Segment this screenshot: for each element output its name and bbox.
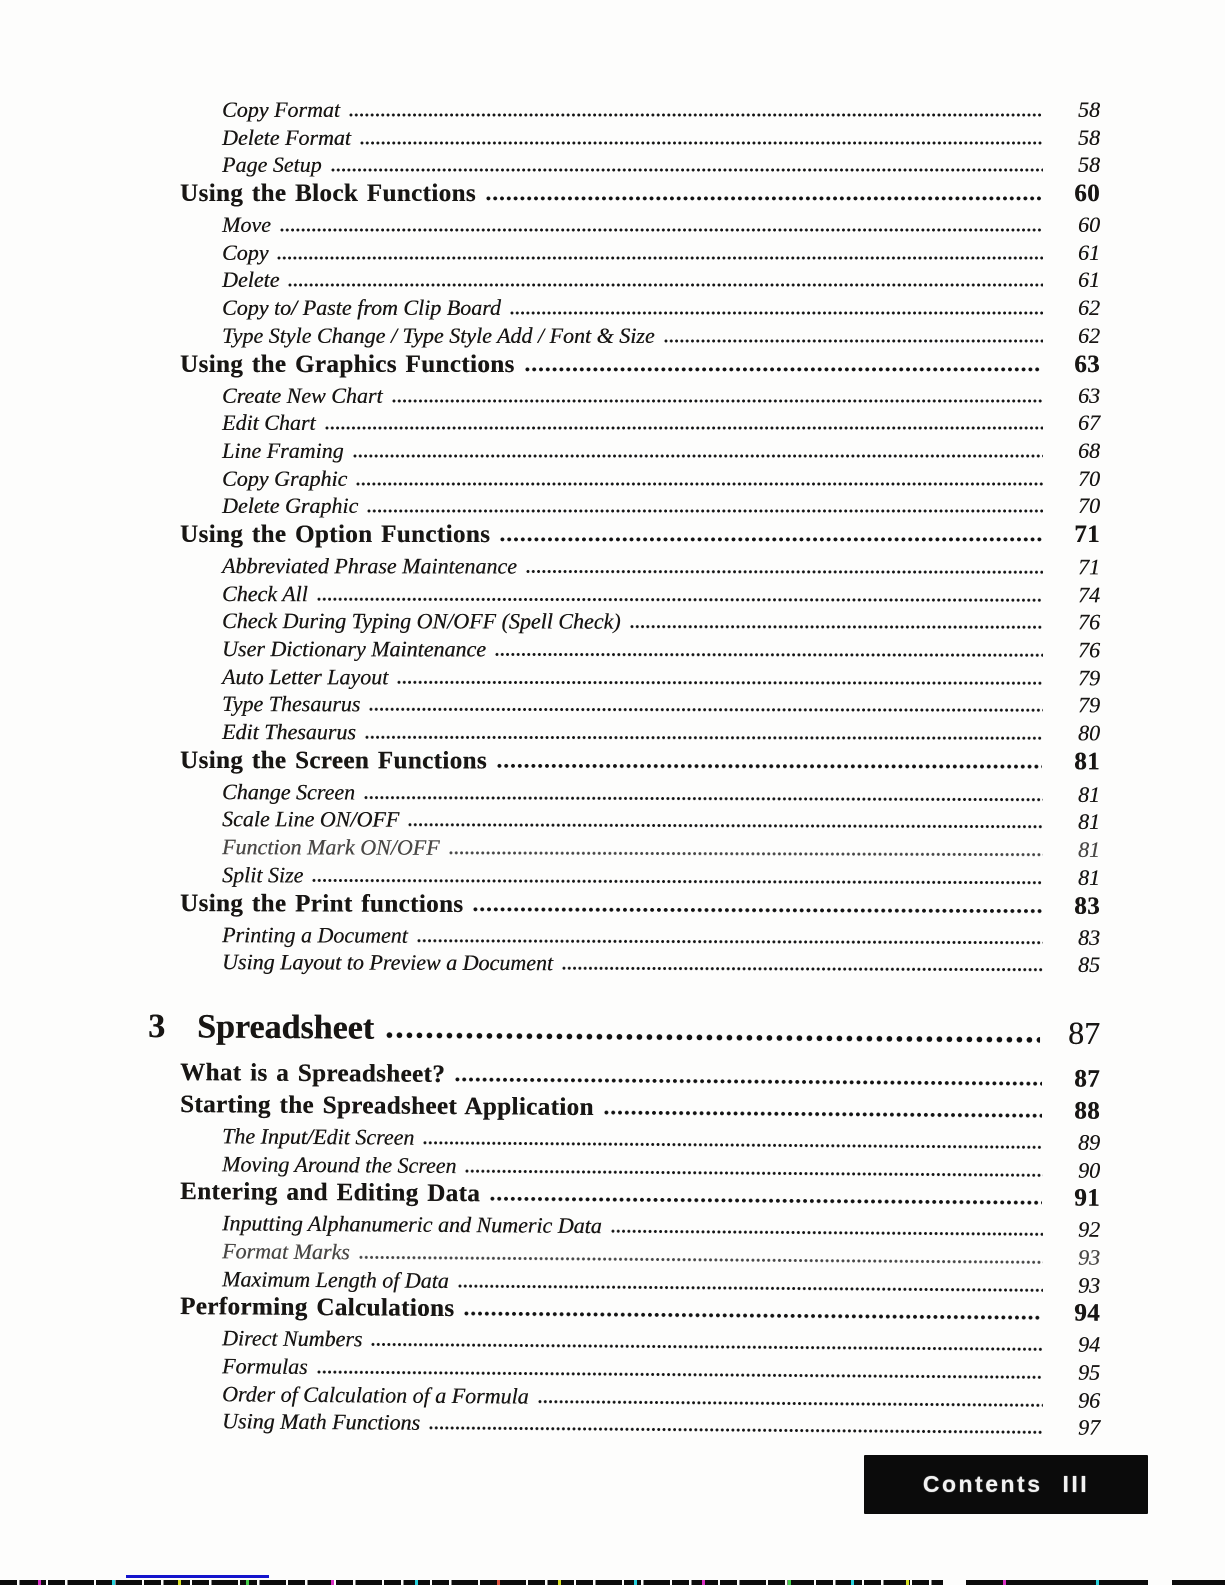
dot-leader bbox=[497, 763, 1042, 769]
toc-entry bbox=[180, 211, 1100, 239]
dot-leader bbox=[562, 966, 1043, 972]
dot-leader bbox=[458, 1284, 1043, 1292]
entry-page-number: 71 bbox=[1077, 554, 1101, 580]
toc-entry bbox=[180, 96, 1100, 124]
dot-leader bbox=[371, 1343, 1043, 1352]
entry-page-number: 87 bbox=[1074, 1065, 1101, 1093]
toc-entry bbox=[180, 607, 1100, 636]
dot-leader bbox=[365, 735, 1043, 740]
entry-label: Printing a Document bbox=[221, 921, 408, 948]
entry-page-number: 61 bbox=[1078, 239, 1100, 265]
dot-leader bbox=[526, 569, 1043, 574]
entry-label: Abbreviated Phrase Maintenance bbox=[221, 552, 517, 579]
toc-entry bbox=[180, 266, 1100, 294]
dot-leader bbox=[630, 625, 1043, 630]
entry-page-number: 79 bbox=[1077, 692, 1101, 718]
entry-label: Performing Calculations bbox=[179, 1293, 455, 1323]
entry-label: Using the Graphics Functions bbox=[180, 350, 515, 378]
entry-page-number: 63 bbox=[1078, 382, 1100, 408]
toc-entry bbox=[180, 889, 1100, 924]
dot-leader bbox=[449, 851, 1043, 857]
dot-leader bbox=[473, 906, 1042, 913]
entry-page-number: 97 bbox=[1077, 1414, 1101, 1441]
dot-leader bbox=[486, 196, 1042, 201]
entry-label: Copy Format bbox=[222, 97, 340, 122]
entry-page-number: 83 bbox=[1077, 924, 1101, 950]
entry-page-number: 67 bbox=[1078, 410, 1100, 436]
color-speckle bbox=[331, 1580, 334, 1585]
toc-entry bbox=[180, 690, 1100, 719]
dot-leader bbox=[604, 1110, 1042, 1118]
dot-leader bbox=[331, 168, 1043, 172]
toc-entry bbox=[180, 382, 1100, 410]
entry-page-number: 81 bbox=[1077, 781, 1101, 807]
color-speckle bbox=[246, 1580, 249, 1585]
entry-page-number: 94 bbox=[1074, 1299, 1101, 1328]
entry-page-number: 61 bbox=[1078, 267, 1100, 293]
dot-leader bbox=[510, 311, 1043, 315]
color-speckle bbox=[906, 1580, 909, 1585]
entry-page-number: 58 bbox=[1078, 97, 1100, 122]
dot-leader bbox=[664, 339, 1043, 343]
entry-label: Using the Screen Functions bbox=[179, 746, 487, 775]
dot-leader bbox=[525, 367, 1042, 372]
entry-page-number: 95 bbox=[1077, 1359, 1101, 1385]
dot-leader bbox=[611, 1229, 1043, 1236]
dot-leader bbox=[386, 1032, 1040, 1044]
entry-page-number: 88 bbox=[1074, 1097, 1101, 1125]
dot-leader bbox=[392, 399, 1043, 403]
entry-label: Function Mark ON/OFF bbox=[221, 834, 440, 860]
dot-leader bbox=[317, 1370, 1043, 1379]
entry-page-number: 89 bbox=[1077, 1129, 1101, 1155]
dot-leader bbox=[465, 1169, 1043, 1177]
entry-label: What is a Spreadsheet? bbox=[179, 1058, 446, 1088]
dot-leader bbox=[408, 823, 1043, 829]
toc-entry bbox=[180, 350, 1100, 382]
toc-entry bbox=[180, 778, 1100, 809]
toc-entry bbox=[180, 718, 1100, 747]
toc-entry bbox=[180, 921, 1100, 952]
entry-label: Moving Around the Screen bbox=[221, 1150, 457, 1178]
entry-page-number: 90 bbox=[1077, 1157, 1101, 1183]
dot-leader bbox=[464, 1311, 1042, 1320]
entry-page-number: 76 bbox=[1077, 637, 1101, 663]
dot-leader bbox=[538, 1399, 1043, 1407]
entry-label: Split Size bbox=[221, 861, 304, 888]
toc-entry bbox=[180, 833, 1100, 864]
dot-leader bbox=[349, 113, 1043, 117]
entry-label: Using the Block Functions bbox=[180, 180, 476, 208]
contents-footer-badge bbox=[864, 1455, 1148, 1514]
entry-page-number: 62 bbox=[1078, 295, 1100, 321]
dot-leader bbox=[500, 537, 1042, 542]
blue-pen-line-artifact bbox=[126, 1575, 269, 1578]
toc-entry bbox=[180, 861, 1100, 892]
dot-leader bbox=[359, 1255, 1043, 1264]
toc-entry bbox=[180, 1407, 1100, 1441]
entry-page-number: 71 bbox=[1074, 520, 1100, 548]
entry-page-number: 87 bbox=[1067, 1014, 1101, 1051]
scan-edge-segment bbox=[966, 1580, 1148, 1585]
entry-page-number: 91 bbox=[1074, 1184, 1101, 1212]
entry-label: Using the Option Functions bbox=[180, 520, 491, 548]
entry-page-number: 68 bbox=[1078, 437, 1100, 463]
entry-page-number: 63 bbox=[1074, 350, 1100, 378]
chapter-number: 3 bbox=[147, 1007, 166, 1045]
toc-entry bbox=[180, 552, 1100, 581]
toc-entry bbox=[180, 580, 1100, 609]
footer-contents-label: Contents bbox=[922, 1471, 1043, 1497]
toc-entry bbox=[180, 294, 1100, 322]
entry-page-number: 93 bbox=[1077, 1272, 1101, 1298]
entry-page-number: 70 bbox=[1078, 493, 1100, 519]
entry-label: Inputting Alphanumeric and Numeric Data bbox=[221, 1210, 602, 1239]
entry-label: Page Setup bbox=[222, 152, 322, 178]
entry-label: Direct Numbers bbox=[221, 1325, 363, 1352]
toc-entry bbox=[180, 437, 1100, 465]
dot-leader bbox=[455, 1077, 1042, 1086]
entry-label: Copy to/ Paste from Clip Board bbox=[222, 295, 501, 321]
dot-leader bbox=[325, 426, 1043, 430]
toc-entry bbox=[180, 151, 1100, 179]
entry-label: Spreadsheet bbox=[196, 1008, 375, 1047]
entry-label: User Dictionary Maintenance bbox=[221, 636, 486, 662]
entry-label: Type Thesaurus bbox=[221, 691, 361, 717]
entry-label: The Input/Edit Screen bbox=[221, 1123, 415, 1150]
entry-page-number: 60 bbox=[1078, 212, 1100, 238]
entry-label: Delete Graphic bbox=[222, 493, 359, 519]
toc-chapter-row bbox=[148, 1000, 1100, 1065]
entry-page-number: 81 bbox=[1074, 747, 1101, 776]
color-speckle bbox=[38, 1580, 41, 1585]
entry-label: Entering and Editing Data bbox=[179, 1178, 481, 1208]
entry-label: Check All bbox=[221, 580, 308, 606]
dot-leader bbox=[288, 283, 1043, 287]
scan-edge-segment bbox=[0, 1580, 943, 1585]
toc-entry bbox=[180, 322, 1100, 350]
entry-page-number: 81 bbox=[1077, 809, 1101, 835]
dot-leader bbox=[312, 878, 1043, 884]
toc-entry bbox=[180, 663, 1100, 692]
dot-leader bbox=[495, 652, 1043, 657]
toc-entry bbox=[180, 124, 1100, 152]
toc-entry bbox=[180, 520, 1100, 552]
color-speckle bbox=[702, 1580, 705, 1585]
color-speckle bbox=[112, 1580, 115, 1585]
entry-page-number: 83 bbox=[1074, 892, 1101, 920]
toc-entry bbox=[180, 492, 1100, 520]
dot-leader bbox=[397, 680, 1043, 685]
entry-page-number: 58 bbox=[1078, 124, 1100, 150]
entry-page-number: 58 bbox=[1078, 152, 1100, 178]
toc-list bbox=[147, 96, 1101, 1441]
entry-page-number: 62 bbox=[1078, 322, 1100, 348]
dot-leader bbox=[369, 708, 1043, 713]
toc-entry bbox=[180, 239, 1100, 267]
entry-label: Delete Format bbox=[222, 124, 351, 150]
entry-label: Create New Chart bbox=[222, 382, 383, 408]
entry-page-number: 70 bbox=[1078, 465, 1100, 491]
entry-label: Type Style Change / Type Style Add / Font & Size bbox=[222, 322, 655, 348]
dot-leader bbox=[360, 141, 1043, 145]
entry-label: Auto Letter Layout bbox=[221, 663, 389, 689]
entry-page-number: 60 bbox=[1074, 180, 1100, 208]
entry-label: Using Math Functions bbox=[221, 1408, 421, 1436]
entry-label: Change Screen bbox=[221, 778, 356, 805]
toc-entry bbox=[180, 179, 1100, 211]
entry-label: Delete bbox=[222, 267, 280, 293]
entry-page-number: 80 bbox=[1077, 720, 1101, 746]
entry-page-number: 93 bbox=[1077, 1244, 1101, 1270]
dot-leader bbox=[356, 482, 1043, 486]
dot-leader bbox=[277, 256, 1043, 260]
color-speckle bbox=[851, 1580, 854, 1585]
toc-entry bbox=[180, 635, 1100, 664]
color-speckle bbox=[178, 1580, 181, 1585]
color-speckle bbox=[788, 1580, 791, 1585]
entry-page-number: 94 bbox=[1077, 1331, 1101, 1358]
entry-page-number: 79 bbox=[1077, 664, 1101, 690]
color-speckle bbox=[634, 1580, 637, 1585]
entry-page-number: 92 bbox=[1077, 1216, 1101, 1242]
entry-page-number: 81 bbox=[1077, 836, 1101, 863]
color-speckle bbox=[558, 1580, 561, 1585]
dot-leader bbox=[353, 454, 1043, 458]
entry-label: Copy Graphic bbox=[222, 465, 348, 491]
color-speckle bbox=[1003, 1580, 1006, 1585]
entry-label: Formulas bbox=[221, 1353, 308, 1379]
entry-label: Edit Thesaurus bbox=[221, 719, 356, 745]
dot-leader bbox=[280, 228, 1043, 232]
entry-label: Line Framing bbox=[222, 437, 344, 463]
dot-leader bbox=[364, 795, 1043, 801]
entry-page-number: 96 bbox=[1077, 1387, 1101, 1413]
dot-leader bbox=[490, 1197, 1042, 1206]
entry-label: Edit Chart bbox=[222, 410, 316, 436]
toc-entry bbox=[180, 409, 1100, 437]
entry-label: Scale Line ON/OFF bbox=[221, 806, 400, 833]
color-speckle bbox=[1096, 1580, 1099, 1585]
dot-leader bbox=[317, 597, 1043, 602]
dot-leader bbox=[367, 509, 1043, 513]
dot-leader bbox=[429, 1426, 1043, 1435]
toc-entry bbox=[180, 805, 1100, 836]
entry-label: Move bbox=[222, 212, 271, 238]
toc-entry bbox=[180, 948, 1100, 979]
scan-edge-segment bbox=[1172, 1580, 1225, 1585]
dot-leader bbox=[417, 938, 1043, 944]
dot-leader bbox=[423, 1141, 1043, 1150]
entry-label: Format Marks bbox=[221, 1238, 350, 1265]
entry-label: Order of Calculation of a Formula bbox=[221, 1380, 529, 1409]
footer-page-roman: III bbox=[1062, 1471, 1090, 1497]
entry-page-number: 85 bbox=[1077, 952, 1101, 978]
color-speckle bbox=[497, 1580, 500, 1585]
scan-edge-artifact-bar bbox=[0, 1580, 1225, 1585]
entry-label: Copy bbox=[222, 239, 269, 265]
entry-label: Using Layout to Preview a Document bbox=[221, 949, 554, 976]
entry-page-number: 74 bbox=[1077, 581, 1101, 607]
entry-label: Starting the Spreadsheet Application bbox=[179, 1090, 594, 1121]
color-speckle bbox=[415, 1580, 418, 1585]
entry-page-number: 81 bbox=[1077, 864, 1101, 890]
entry-label: Using the Print functions bbox=[179, 889, 464, 918]
entry-page-number: 76 bbox=[1077, 609, 1101, 635]
toc-entry bbox=[180, 746, 1100, 779]
entry-label: Maximum Length of Data bbox=[221, 1265, 449, 1293]
toc-entry bbox=[180, 465, 1100, 493]
entry-label: Check During Typing ON/OFF (Spell Check) bbox=[221, 608, 621, 634]
